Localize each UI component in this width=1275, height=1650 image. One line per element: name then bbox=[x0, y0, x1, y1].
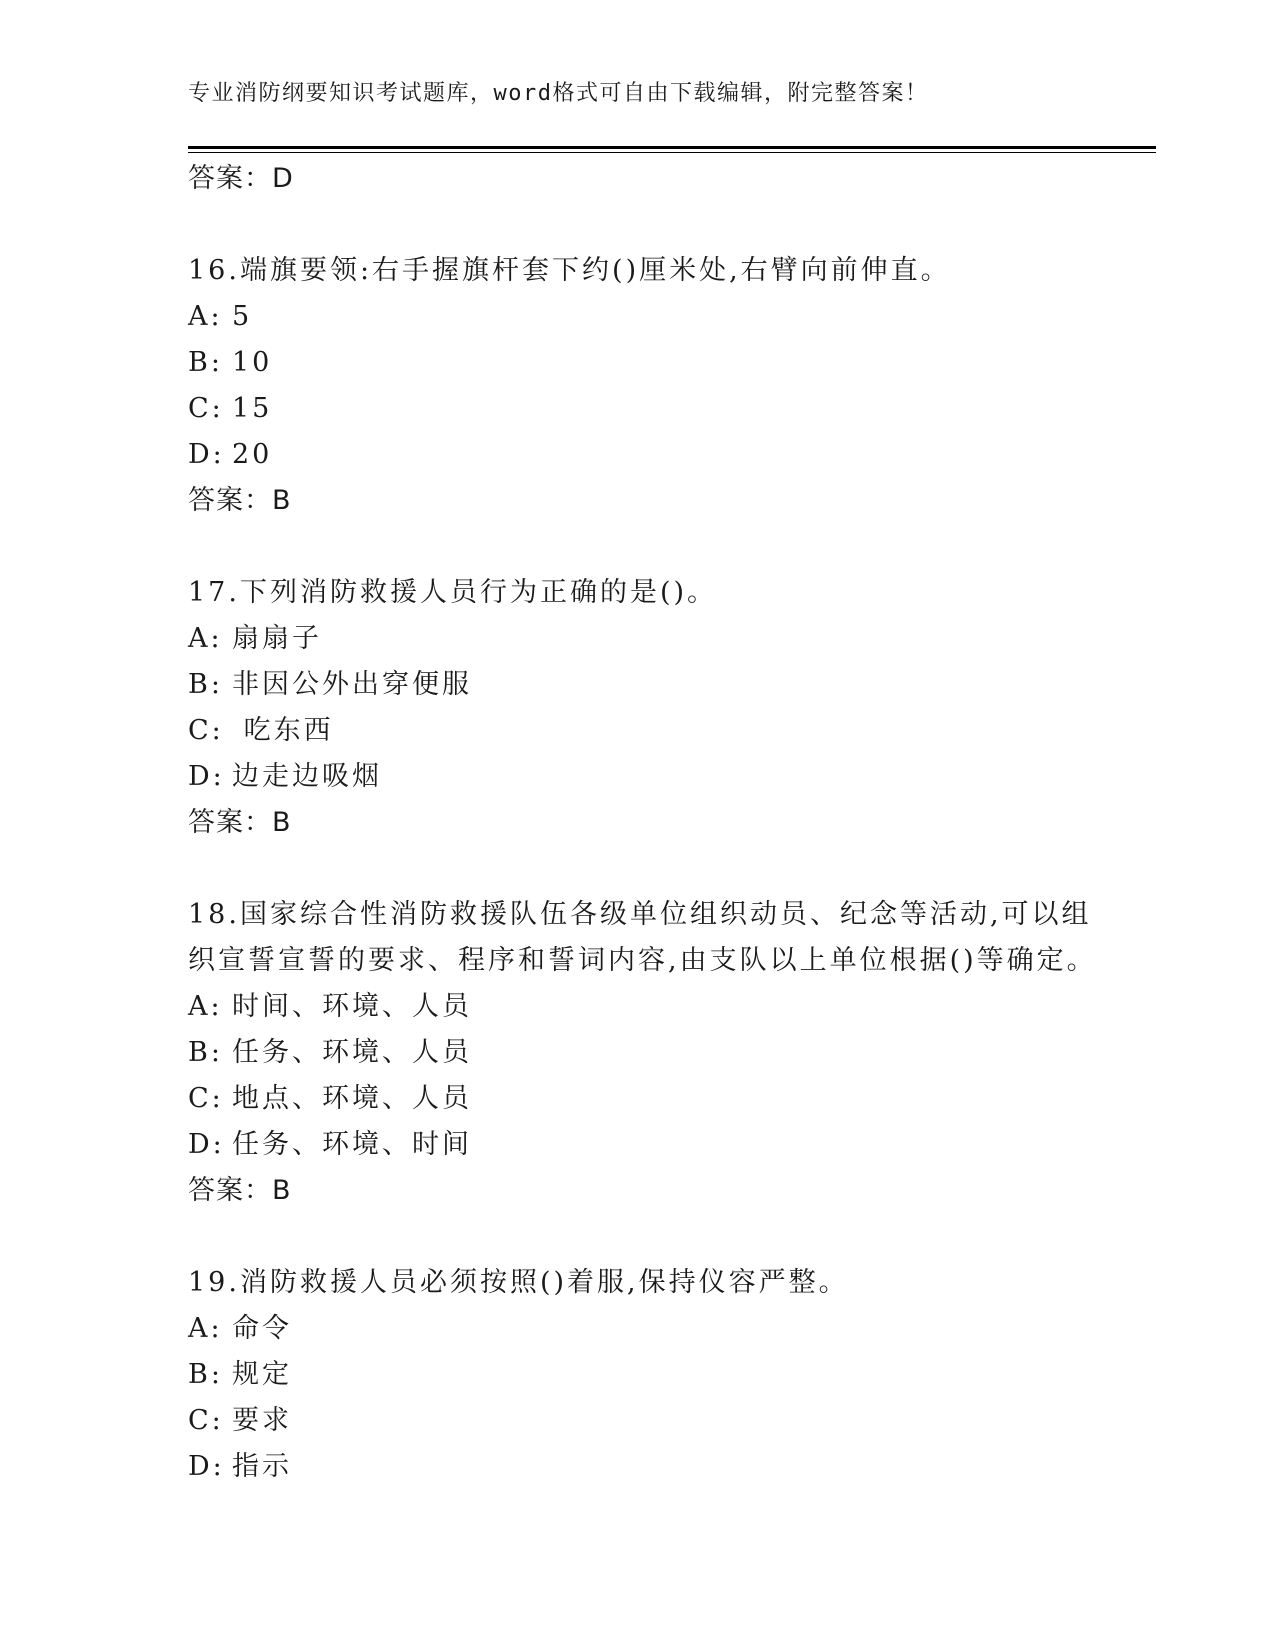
option-text: 任务、环境、人员 bbox=[232, 1037, 472, 1068]
option-text: 指示 bbox=[232, 1451, 292, 1482]
option-b bbox=[188, 340, 1088, 386]
option-d bbox=[188, 754, 1088, 800]
answer: 答案：B bbox=[188, 1175, 292, 1206]
option-text: 扇扇子 bbox=[232, 623, 322, 654]
header-divider-thin bbox=[188, 152, 1156, 153]
option-a bbox=[188, 984, 1088, 1030]
option-text: 15 bbox=[232, 393, 273, 424]
option-text: 规定 bbox=[232, 1359, 292, 1390]
option-d bbox=[188, 1444, 1088, 1490]
option-d bbox=[188, 1122, 1088, 1168]
option-label: A: bbox=[188, 1313, 223, 1344]
option-text: 命令 bbox=[232, 1313, 292, 1344]
option-label: B: bbox=[188, 1037, 223, 1068]
question-stem: 17.下列消防救援人员行为正确的是()。 bbox=[188, 577, 718, 608]
header-divider-thick bbox=[188, 146, 1156, 149]
option-d bbox=[188, 432, 1088, 478]
option-text: 5 bbox=[232, 301, 253, 332]
question-17 bbox=[188, 570, 1088, 846]
question-18 bbox=[188, 892, 1097, 1214]
option-text: 边走边吸烟 bbox=[232, 761, 382, 792]
answer: 答案：B bbox=[188, 485, 292, 516]
spacer bbox=[188, 846, 1088, 892]
option-b bbox=[188, 1352, 1088, 1398]
option-text: 10 bbox=[232, 347, 273, 378]
option-label: C: bbox=[188, 1083, 224, 1114]
option-label: B: bbox=[188, 1359, 223, 1390]
option-text: 地点、环境、人员 bbox=[232, 1083, 472, 1114]
option-label: C: bbox=[188, 1405, 224, 1436]
option-b bbox=[188, 662, 1088, 708]
option-label: A: bbox=[188, 991, 223, 1022]
option-a bbox=[188, 294, 1088, 340]
option-text: 时间、环境、人员 bbox=[232, 991, 472, 1022]
option-text: 非因公外出穿便服 bbox=[232, 669, 472, 700]
option-label: A: bbox=[188, 623, 223, 654]
question-stem-line-2: 织宣誓宣誓的要求、程序和誓词内容,由支队以上单位根据()等确定。 bbox=[188, 945, 1097, 976]
spacer bbox=[188, 202, 1088, 248]
previous-answer: 答案：D bbox=[188, 163, 294, 194]
option-text: 吃东西 bbox=[232, 715, 334, 746]
option-label: B: bbox=[188, 347, 223, 378]
option-label: C: bbox=[188, 715, 224, 746]
spacer bbox=[188, 1214, 1088, 1260]
option-label: D: bbox=[188, 439, 225, 470]
option-c bbox=[188, 1398, 1088, 1444]
spacer bbox=[188, 524, 1088, 570]
question-stem: 19.消防救援人员必须按照()着服,保持仪容严整。 bbox=[188, 1267, 849, 1298]
option-b bbox=[188, 1030, 1088, 1076]
option-text: 任务、环境、时间 bbox=[232, 1129, 472, 1160]
option-text: 要求 bbox=[232, 1405, 292, 1436]
option-label: D: bbox=[188, 1451, 225, 1482]
question-stem-line-1: 18.国家综合性消防救援队伍各级单位组织动员、纪念等活动,可以组 bbox=[188, 899, 1092, 930]
option-a bbox=[188, 1306, 1088, 1352]
answer: 答案：B bbox=[188, 807, 292, 838]
option-label: D: bbox=[188, 761, 225, 792]
option-label: C: bbox=[188, 393, 224, 424]
option-text: 20 bbox=[232, 439, 273, 470]
question-list bbox=[188, 156, 1097, 1490]
option-label: D: bbox=[188, 1129, 225, 1160]
question-19 bbox=[188, 1260, 1088, 1490]
question-16 bbox=[188, 248, 1088, 524]
option-a bbox=[188, 616, 1088, 662]
option-c bbox=[188, 1076, 1088, 1122]
page-header: 专业消防纲要知识考试题库，word格式可自由下载编辑，附完整答案！ bbox=[188, 81, 929, 106]
option-label: A: bbox=[188, 301, 223, 332]
option-c bbox=[188, 386, 1088, 432]
option-label: B: bbox=[188, 669, 223, 700]
option-c bbox=[188, 708, 1088, 754]
question-stem: 16.端旗要领:右手握旗杆套下约()厘米处,右臂向前伸直。 bbox=[188, 255, 951, 286]
